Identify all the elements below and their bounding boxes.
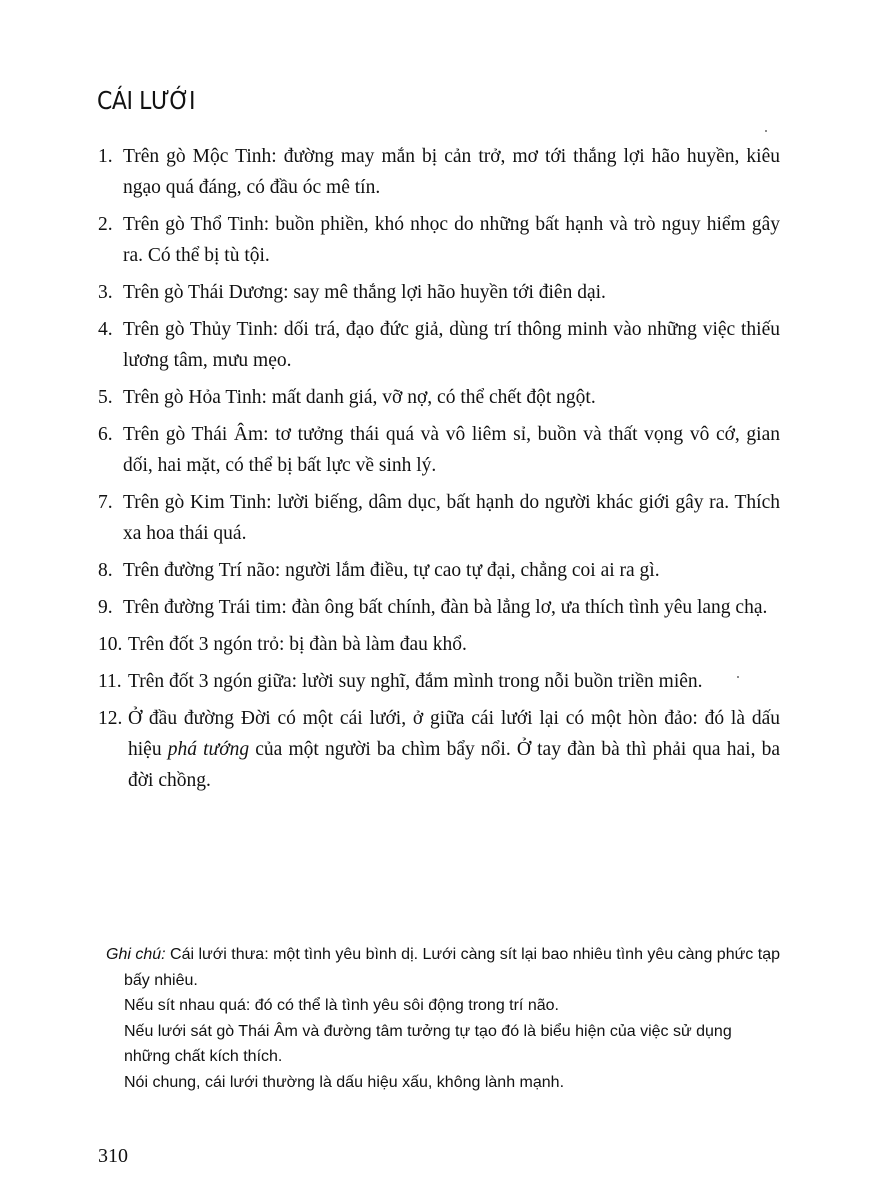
- item-text: Trên gò Kim Tinh: lười biếng, dâm dục, bất hạnh do người khác giới gây ra. Thích xa hoa thái quá.: [123, 492, 780, 544]
- item-number: 8.: [98, 560, 113, 581]
- item-number: 2.: [98, 214, 113, 235]
- item-list: [98, 141, 780, 802]
- item-text: Trên đốt 3 ngón giữa: lười suy nghĩ, đắm mình trong nỗi buồn triền miên.: [128, 671, 703, 692]
- note-block: [106, 942, 782, 1095]
- item-text: Trên gò Mộc Tinh: đường may mắn bị cản trở, mơ tới thắng lợi hão huyền, kiêu ngạo quá đáng, có đầu óc mê tín.: [123, 146, 780, 198]
- item-text-tail: của một người ba chìm bẩy nổi. Ở tay đàn bà thì phải qua hai, ba đời chồng.: [128, 739, 780, 791]
- list-item: [98, 666, 780, 697]
- item-text: Trên gò Thủy Tinh: dối trá, đạo đức giả, dùng trí thông minh vào những việc thiếu lương tâm, mưu mẹo.: [123, 319, 780, 371]
- page-number: 310: [98, 1145, 128, 1167]
- item-text: Trên đốt 3 ngón trỏ: bị đàn bà làm đau khổ.: [128, 634, 467, 655]
- item-text: Trên gò Thái Dương: say mê thắng lợi hão huyền tới điên dại.: [123, 282, 606, 303]
- note-label: Ghi chú:: [106, 946, 166, 963]
- list-item: [98, 555, 780, 586]
- list-item: [98, 487, 780, 549]
- item-number: 1.: [98, 146, 113, 167]
- list-item: [98, 141, 780, 203]
- list-item: [98, 419, 780, 481]
- emphasis-text: phá tướng: [167, 739, 250, 760]
- list-item: [98, 629, 780, 660]
- item-text: Trên gò Thái Âm: tơ tưởng thái quá và vô liêm sỉ, buồn và thất vọng vô cớ, gian dối, hai mặt, có thể bị bất lực về sinh lý.: [123, 424, 780, 476]
- item-text: Trên gò Hỏa Tinh: mất danh giá, vỡ nợ, có thể chết đột ngột.: [123, 387, 596, 408]
- item-text: Trên đường Trí não: người lắm điều, tự cao tự đại, chẳng coi ai ra gì.: [123, 560, 660, 581]
- item-number: 6.: [98, 424, 113, 445]
- list-item: [98, 209, 780, 271]
- item-number: 11.: [98, 671, 122, 692]
- note-text: Cái lưới thưa: một tình yêu bình dị. Lưới càng sít lại bao nhiêu tình yêu càng phức tạp bấy nhiêu.: [124, 946, 780, 989]
- list-item: [98, 382, 780, 413]
- item-number: 7.: [98, 492, 113, 513]
- item-number: 5.: [98, 387, 113, 408]
- item-text: Ở đầu đường Đời có một cái lưới, ở giữa cái lưới lại có một hòn đảo: đó là dấu hiệu: [128, 708, 780, 760]
- item-number: 12.: [98, 708, 123, 729]
- note-line: Nếu sít nhau quá: đó có thể là tình yêu sôi động trong trí não.: [124, 997, 559, 1014]
- list-item: [98, 314, 780, 376]
- list-item: [98, 703, 780, 796]
- note-line: [106, 942, 782, 993]
- item-number: 4.: [98, 319, 113, 340]
- item-number: 10.: [98, 634, 123, 655]
- note-line: Nếu lưới sát gò Thái Âm và đường tâm tưởng tự tạo đó là biểu hiện của việc sử dụng những chất kích thích.: [124, 1022, 732, 1065]
- scan-speck: [765, 130, 767, 132]
- page-title: CÁI LƯỚI: [97, 86, 196, 115]
- note-line: Nói chung, cái lưới thường là dấu hiệu xấu, không lành mạnh.: [124, 1073, 565, 1091]
- item-text: Trên đường Trái tim: đàn ông bất chính, đàn bà lẳng lơ, ưa thích tình yêu lang chạ.: [123, 597, 768, 618]
- item-number: 3.: [98, 282, 113, 303]
- list-item: [98, 592, 780, 623]
- list-item: [98, 277, 780, 308]
- scan-speck: [737, 676, 739, 678]
- item-number: 9.: [98, 597, 113, 618]
- item-text: Trên gò Thổ Tinh: buồn phiền, khó nhọc do những bất hạnh và trò nguy hiểm gây ra. Có thể bị tù tội.: [123, 214, 780, 266]
